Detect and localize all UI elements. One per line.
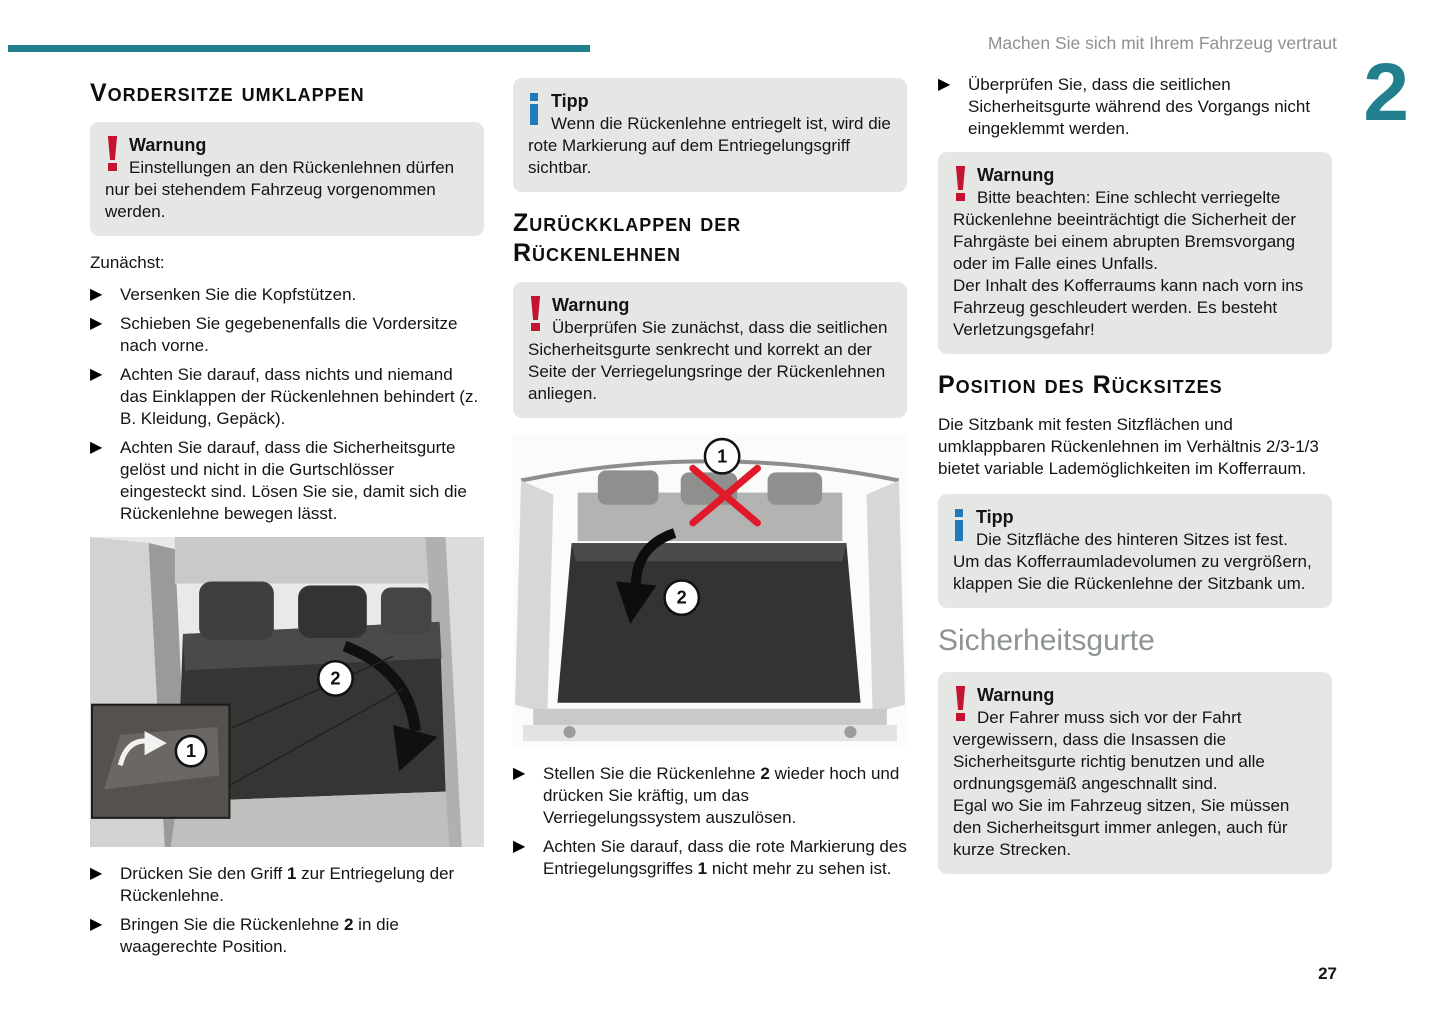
info-icon [953,509,966,541]
column-middle [513,78,907,892]
warning-box [90,122,484,236]
tip-box [513,78,907,192]
info-icon [528,93,541,125]
warning-icon [953,686,968,721]
warning-text: Der Inhalt des Kofferraums kann nach vorn ins Fahrzeug geschleudert werden. Es besteht Verletzungsgefahr! [953,276,1304,339]
trunk-unfolding-illustration [513,434,907,747]
list-item [90,364,484,430]
bullet-list [90,284,484,525]
section-heading-position-ruecksitz: Position des Rücksitzes [938,371,1223,399]
list-item-text: Achten Sie darauf, dass die Sicherheitsgurte gelöst und nicht in die Gurtschlösser eingesteckt sind. Lösen Sie sie, damit sich die Rückenlehne bewegen lässt. [120,438,467,523]
figure-seatback-folding [90,537,484,847]
list-item [90,284,484,306]
list-item [90,313,484,357]
tip-box [938,494,1332,608]
tip-text: Wenn die Rückenlehne entriegelt ist, wird die rote Markierung auf dem Entriegelungsgriff sichtbar. [528,114,891,177]
seatback-folding-illustration [90,537,484,847]
tip-text: Die Sitzfläche des hinteren Sitzes ist fest. Um das Kofferraumladevolumen zu vergrößern, klappen Sie die Rückenlehne der Sitzbank um. [953,530,1312,593]
list-item-text: Versenken Sie die Kopfstützen. [120,285,357,304]
warning-text: Der Fahrer muss sich vor der Fahrt vergewissern, dass die Insassen die Sicherheitsgurte richtig benutzen und alle ordnungsgemäß angeschnallt sind. [953,708,1265,793]
column-left [90,78,484,970]
list-item: ▶ Stellen Sie die Rückenlehne 2 wieder hoch und drücken Sie kräftig, um das Verriegelungssystem auszulösen. [513,763,907,829]
warning-text: Überprüfen Sie zunächst, dass die seitlichen Sicherheitsgurte senkrecht und korrekt an der Seite der Verriegelungsringe der Rückenlehnen anliegen. [528,318,888,403]
warning-icon [105,136,120,171]
bullet-list [513,763,907,880]
list-item [90,437,484,525]
warning-title: Warnung [129,135,207,155]
bullet-list [938,74,1332,140]
chapter-number: 2 [1363,47,1409,138]
running-header: Machen Sie sich mit Ihrem Fahrzeug vertraut [987,33,1337,53]
warning-box [938,152,1332,354]
tip-title: Tipp [976,507,1014,527]
warning-text: Egal wo Sie im Fahrzeug sitzen, Sie müssen den Sicherheitsgurt immer anlegen, auch für kurze Strecken. [953,796,1290,859]
list-item [938,74,1332,140]
list-item: ▶ Achten Sie darauf, dass die rote Markierung des Entriegelungsgriffes 1 nicht mehr zu sehen ist. [513,836,907,880]
warning-title: Warnung [977,685,1055,705]
header-rule [8,45,590,52]
warning-title: Warnung [977,165,1055,185]
bullet-list [90,863,484,958]
body-paragraph: Die Sitzbank mit festen Sitzflächen und umklappbaren Rückenlehnen im Verhältnis 2/3-1/3 bietet variable Lademöglichkeiten im Kofferraum. [938,415,1319,478]
warning-text: Einstellungen an den Rückenlehnen dürfen nur bei stehendem Fahrzeug vorgenommen werden. [105,158,455,221]
figure-trunk-unfolding [513,434,907,747]
warning-box [513,282,907,418]
badge-1: 1 [185,741,197,762]
badge-2: 2 [330,668,341,689]
list-item: ▶ Bringen Sie die Rückenlehne 2 in die waagerechte Position. [90,914,484,958]
section-heading-zurueckklappen: Zurückklappen der Rückenlehnen [513,209,742,267]
warning-box [938,672,1332,874]
warning-title: Warnung [552,295,630,315]
list-item: ▶ Drücken Sie den Griff 1 zur Entriegelung der Rückenlehne. [90,863,484,907]
intro-text: Zunächst: [90,253,165,272]
tip-title: Tipp [551,91,589,111]
list-item-text: Überprüfen Sie, dass die seitlichen Sicherheitsgurte während des Vorgangs nicht eingeklemmt werden. [968,75,1311,138]
badge-2: 2 [676,587,687,608]
list-item-text: Achten Sie darauf, dass nichts und niemand das Einklappen der Rückenlehnen behindert (z. B. Kleidung, Gepäck). [120,365,479,428]
page-number: 27 [1318,964,1337,983]
section-heading-sicherheitsgurte: Sicherheitsgurte [938,624,1155,657]
list-item-text: Schieben Sie gegebenenfalls die Vordersitze nach vorne. [120,314,458,355]
warning-text: Bitte beachten: Eine schlecht verriegelte Rückenlehne beeinträchtigt die Sicherheit der Fahrgäste bei einem abrupten Bremsvorgang oder im Falle eines Unfalls. [953,188,1297,273]
section-heading-vordersitze: Vordersitze umklappen [90,79,365,107]
warning-icon [953,166,968,201]
badge-1: 1 [717,446,728,467]
warning-icon [528,296,543,331]
column-right [938,74,1332,890]
